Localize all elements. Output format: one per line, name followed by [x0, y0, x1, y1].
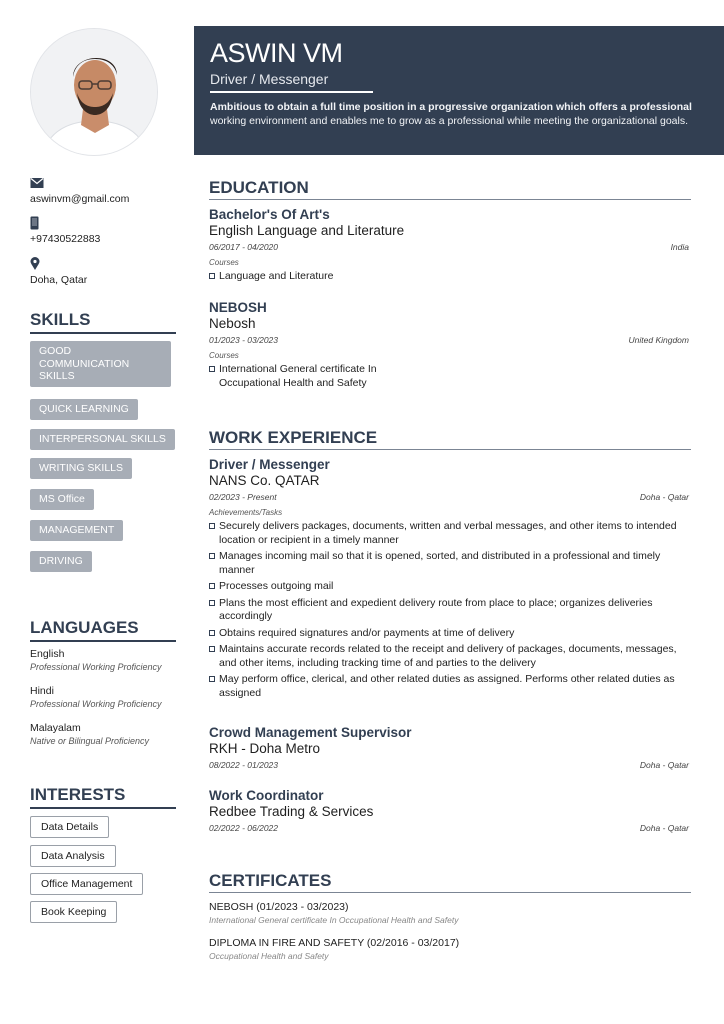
profile-photo-image: [31, 29, 158, 156]
resume-header: [194, 26, 724, 155]
job-title: Driver / Messenger: [209, 457, 330, 472]
language-item: [30, 722, 180, 746]
education-entry: [209, 300, 689, 393]
skill-tag: WRITING SKILLS: [30, 458, 132, 479]
entry-meta: [209, 760, 689, 770]
list-item: Plans the most efficient and expedient delivery route from place to place; organizes deliveries accordingly: [209, 597, 689, 624]
skill-tag: MANAGEMENT: [30, 520, 123, 541]
courses-label: Courses: [209, 258, 239, 267]
list-item: May perform office, clerical, and other related duties as assigned. Performs other related duties as assigned: [209, 673, 689, 700]
job-title: Crowd Management Supervisor: [209, 725, 412, 740]
certificate-item: [209, 901, 689, 925]
education-entry: [209, 207, 689, 287]
list-item: International General certificate In Occupational Health and Safety: [209, 363, 399, 390]
list-item: Manages incoming mail so that it is opened, sorted, and distributed in a professional and timely manner: [209, 550, 689, 577]
field: Nebosh: [209, 316, 256, 331]
work-entry: [209, 788, 689, 833]
company: NANS Co. QATAR: [209, 473, 320, 488]
dates: 06/2017 - 04/2020: [209, 242, 279, 252]
interest-tag: Book Keeping: [30, 901, 117, 923]
certificate-desc: Occupational Health and Safety: [209, 951, 329, 961]
task-list: [209, 520, 689, 700]
place: Doha - Qatar: [639, 492, 689, 502]
contact-email: [30, 176, 180, 205]
candidate-name: ASWIN VM: [210, 38, 343, 68]
language-level: Native or Bilingual Proficiency: [30, 736, 150, 746]
degree: NEBOSH: [209, 300, 267, 315]
dates: 02/2023 - Present: [209, 492, 277, 502]
location-pin-icon: [30, 257, 40, 271]
list-item: Obtains required signatures and/or payments at time of delivery: [209, 627, 689, 641]
location-text: Doha, Qatar: [30, 274, 88, 286]
summary: [210, 101, 710, 128]
profile-photo: [30, 28, 158, 156]
place: India: [670, 242, 689, 252]
interest-tag: Data Details: [30, 816, 109, 838]
entry-meta: [209, 823, 689, 833]
entry-meta: [209, 335, 689, 345]
phone-text: +97430522883: [30, 233, 101, 245]
dates: 08/2022 - 01/2023: [209, 760, 279, 770]
skill-tag: INTERPERSONAL SKILLS: [30, 429, 175, 450]
courses-label: Courses: [209, 351, 239, 360]
work-entry: [209, 725, 689, 770]
work-entry: [209, 457, 689, 703]
language-name: English: [30, 648, 65, 660]
certificate-item: [209, 937, 689, 961]
contact-phone: [30, 216, 180, 245]
certificate-desc: International General certificate In Occupational Health and Safety: [209, 915, 459, 925]
summary-rest: working environment and enables me to grow as a professional while meeting the organizational goals.: [210, 114, 689, 127]
list-item: Maintains accurate records related to the receipt and delivery of packages, documents, messages, and other items, including tracking time of and parties to the delivery: [209, 643, 689, 670]
list-item: Language and Literature: [209, 270, 689, 284]
envelope-icon: [30, 176, 44, 190]
interest-tag: Data Analysis: [30, 845, 116, 867]
contact-location: [30, 257, 180, 286]
summary-bold: Ambitious to obtain a full time position in a progressive organization which offers a professional: [210, 101, 692, 113]
language-name: Hindi: [30, 685, 54, 697]
company: Redbee Trading & Services: [209, 804, 374, 819]
skill-tag: GOOD COMMUNICATION SKILLS: [30, 341, 171, 387]
place: United Kingdom: [628, 335, 689, 345]
dates: 01/2023 - 03/2023: [209, 335, 279, 345]
company: RKH - Doha Metro: [209, 741, 321, 756]
skills-heading: SKILLS: [30, 310, 176, 334]
interest-tag: Office Management: [30, 873, 143, 895]
list-item: Securely delivers packages, documents, written and verbal messages, and other items to intended location or recipient in a timely manner: [209, 520, 689, 547]
place: Doha - Qatar: [639, 760, 689, 770]
certificate-name: DIPLOMA IN FIRE AND SAFETY (02/2016 - 03/2017): [209, 937, 460, 949]
email-text: aswinvm@gmail.com: [30, 193, 130, 205]
certificates-heading: CERTIFICATES: [209, 871, 691, 893]
language-level: Professional Working Proficiency: [30, 662, 162, 672]
work-heading: WORK EXPERIENCE: [209, 428, 691, 450]
list-item: Processes outgoing mail: [209, 580, 689, 594]
dates: 02/2022 - 06/2022: [209, 823, 279, 833]
place: Doha - Qatar: [639, 823, 689, 833]
language-item: [30, 648, 180, 672]
course-list: [209, 270, 689, 284]
entry-meta: [209, 492, 689, 502]
certificate-name: NEBOSH (01/2023 - 03/2023): [209, 901, 349, 913]
skill-tag: DRIVING: [30, 551, 92, 572]
language-level: Professional Working Proficiency: [30, 699, 162, 709]
degree: Bachelor's Of Art's: [209, 207, 330, 222]
interests-heading: INTERESTS: [30, 785, 176, 809]
job-title: Work Coordinator: [209, 788, 324, 803]
entry-meta: [209, 242, 689, 252]
field: English Language and Literature: [209, 223, 405, 238]
skill-tag: MS Office: [30, 489, 94, 510]
language-item: [30, 685, 180, 709]
candidate-role: Driver / Messenger: [210, 71, 373, 93]
tasks-label: Achievements/Tasks: [209, 508, 283, 517]
skill-tag: QUICK LEARNING: [30, 399, 138, 420]
course-list: [209, 363, 399, 390]
education-heading: EDUCATION: [209, 178, 691, 200]
languages-heading: LANGUAGES: [30, 618, 176, 642]
phone-icon: [30, 216, 39, 230]
language-name: Malayalam: [30, 722, 81, 734]
